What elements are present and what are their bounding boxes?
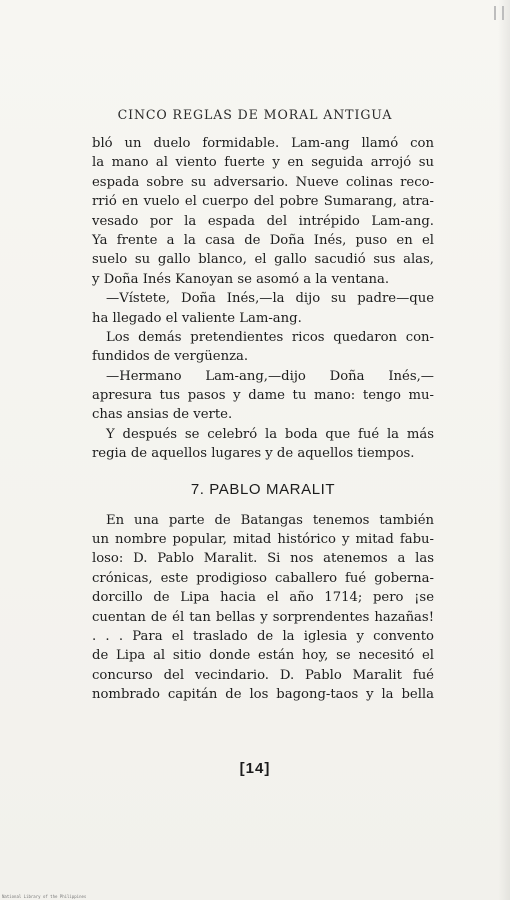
paragraph-3-cont <box>92 347 434 366</box>
paragraph-6 <box>92 511 434 705</box>
paragraph-3 <box>92 328 434 347</box>
text-line: y Doña Inés Kanoyan se asomó a la ventana. <box>92 271 390 287</box>
paragraph-2-cont <box>92 309 434 328</box>
scan-corner-mark <box>494 6 504 20</box>
text-line: dorcillo de Lipa hacia el año 1714; pero ¡se <box>92 590 434 606</box>
text-line: Y después se celebró la boda que fué la más <box>106 426 434 442</box>
paragraph-4 <box>92 367 434 386</box>
text-line: —Vístete, Doña Inés,—la dijo su padre—que <box>106 291 434 307</box>
text-line: rrió en vuelo el cuerpo del pobre Sumarang, atra- <box>92 194 434 210</box>
text-line: En una parte de Batangas tenemos también <box>106 512 434 528</box>
text-line: regia de aquellos lugares y de aquellos tiempos. <box>92 446 415 462</box>
running-head: CINCO REGLAS DE MORAL ANTIGUA <box>117 107 393 122</box>
paragraph-1 <box>92 134 434 289</box>
text-line: loso: D. Pablo Maralit. Si nos atenemos a las <box>92 551 434 567</box>
text-line: la mano al viento fuerte y en seguida arrojó su <box>92 155 434 171</box>
text-line: bló un duelo formidable. Lam-ang llamó con <box>92 136 434 151</box>
text-line: de Lipa al sitio donde están hoy, se necesitó el <box>92 648 434 664</box>
paragraph-2 <box>92 289 434 308</box>
text-line: concurso del vecindario. D. Pablo Maralit fué <box>92 667 434 683</box>
text-line: —Hermano Lam-ang,—dijo Doña Inés,— <box>106 368 434 384</box>
section-title: 7. PABLO MARALIT <box>190 480 336 498</box>
text-line: ha llegado el valiente Lam-ang. <box>92 310 302 326</box>
text-line: fundidos de vergüenza. <box>92 349 249 365</box>
body-text <box>92 134 434 705</box>
text-line: suelo su gallo blanco, el gallo sacudió sus alas, <box>92 252 434 268</box>
text-line: apresura tus pasos y dame tu mano: tengo mu- <box>92 388 434 404</box>
text-line: crónicas, este prodigioso caballero fué goberna- <box>92 570 434 586</box>
text-line: cuentan de él tan bellas y sorprendentes hazañas! <box>92 609 434 625</box>
text-line: un nombre popular, mitad histórico y mitad fabu- <box>92 532 434 548</box>
text-line: chas ansias de verte. <box>92 407 233 423</box>
page-number: [14] <box>239 760 271 777</box>
text-line: espada sobre su adversario. Nueve colinas reco- <box>92 174 434 190</box>
text-line: vesado por la espada del intrépido Lam-ang. <box>92 213 434 229</box>
text-line: Ya frente a la casa de Doña Inés, puso en el <box>92 232 434 248</box>
text-line: . . . Para el traslado de la iglesia y convento <box>92 628 434 644</box>
paragraph-5-cont <box>92 444 434 463</box>
text-line: nombrado capitán de los bagong-taos y la bella <box>92 687 434 703</box>
paragraph-5 <box>92 425 434 444</box>
paragraph-4-cont <box>92 386 434 425</box>
library-footer-note: National Library of the Philippines <box>2 894 87 899</box>
text-line: Los demás pretendientes ricos quedaron con- <box>106 329 434 345</box>
